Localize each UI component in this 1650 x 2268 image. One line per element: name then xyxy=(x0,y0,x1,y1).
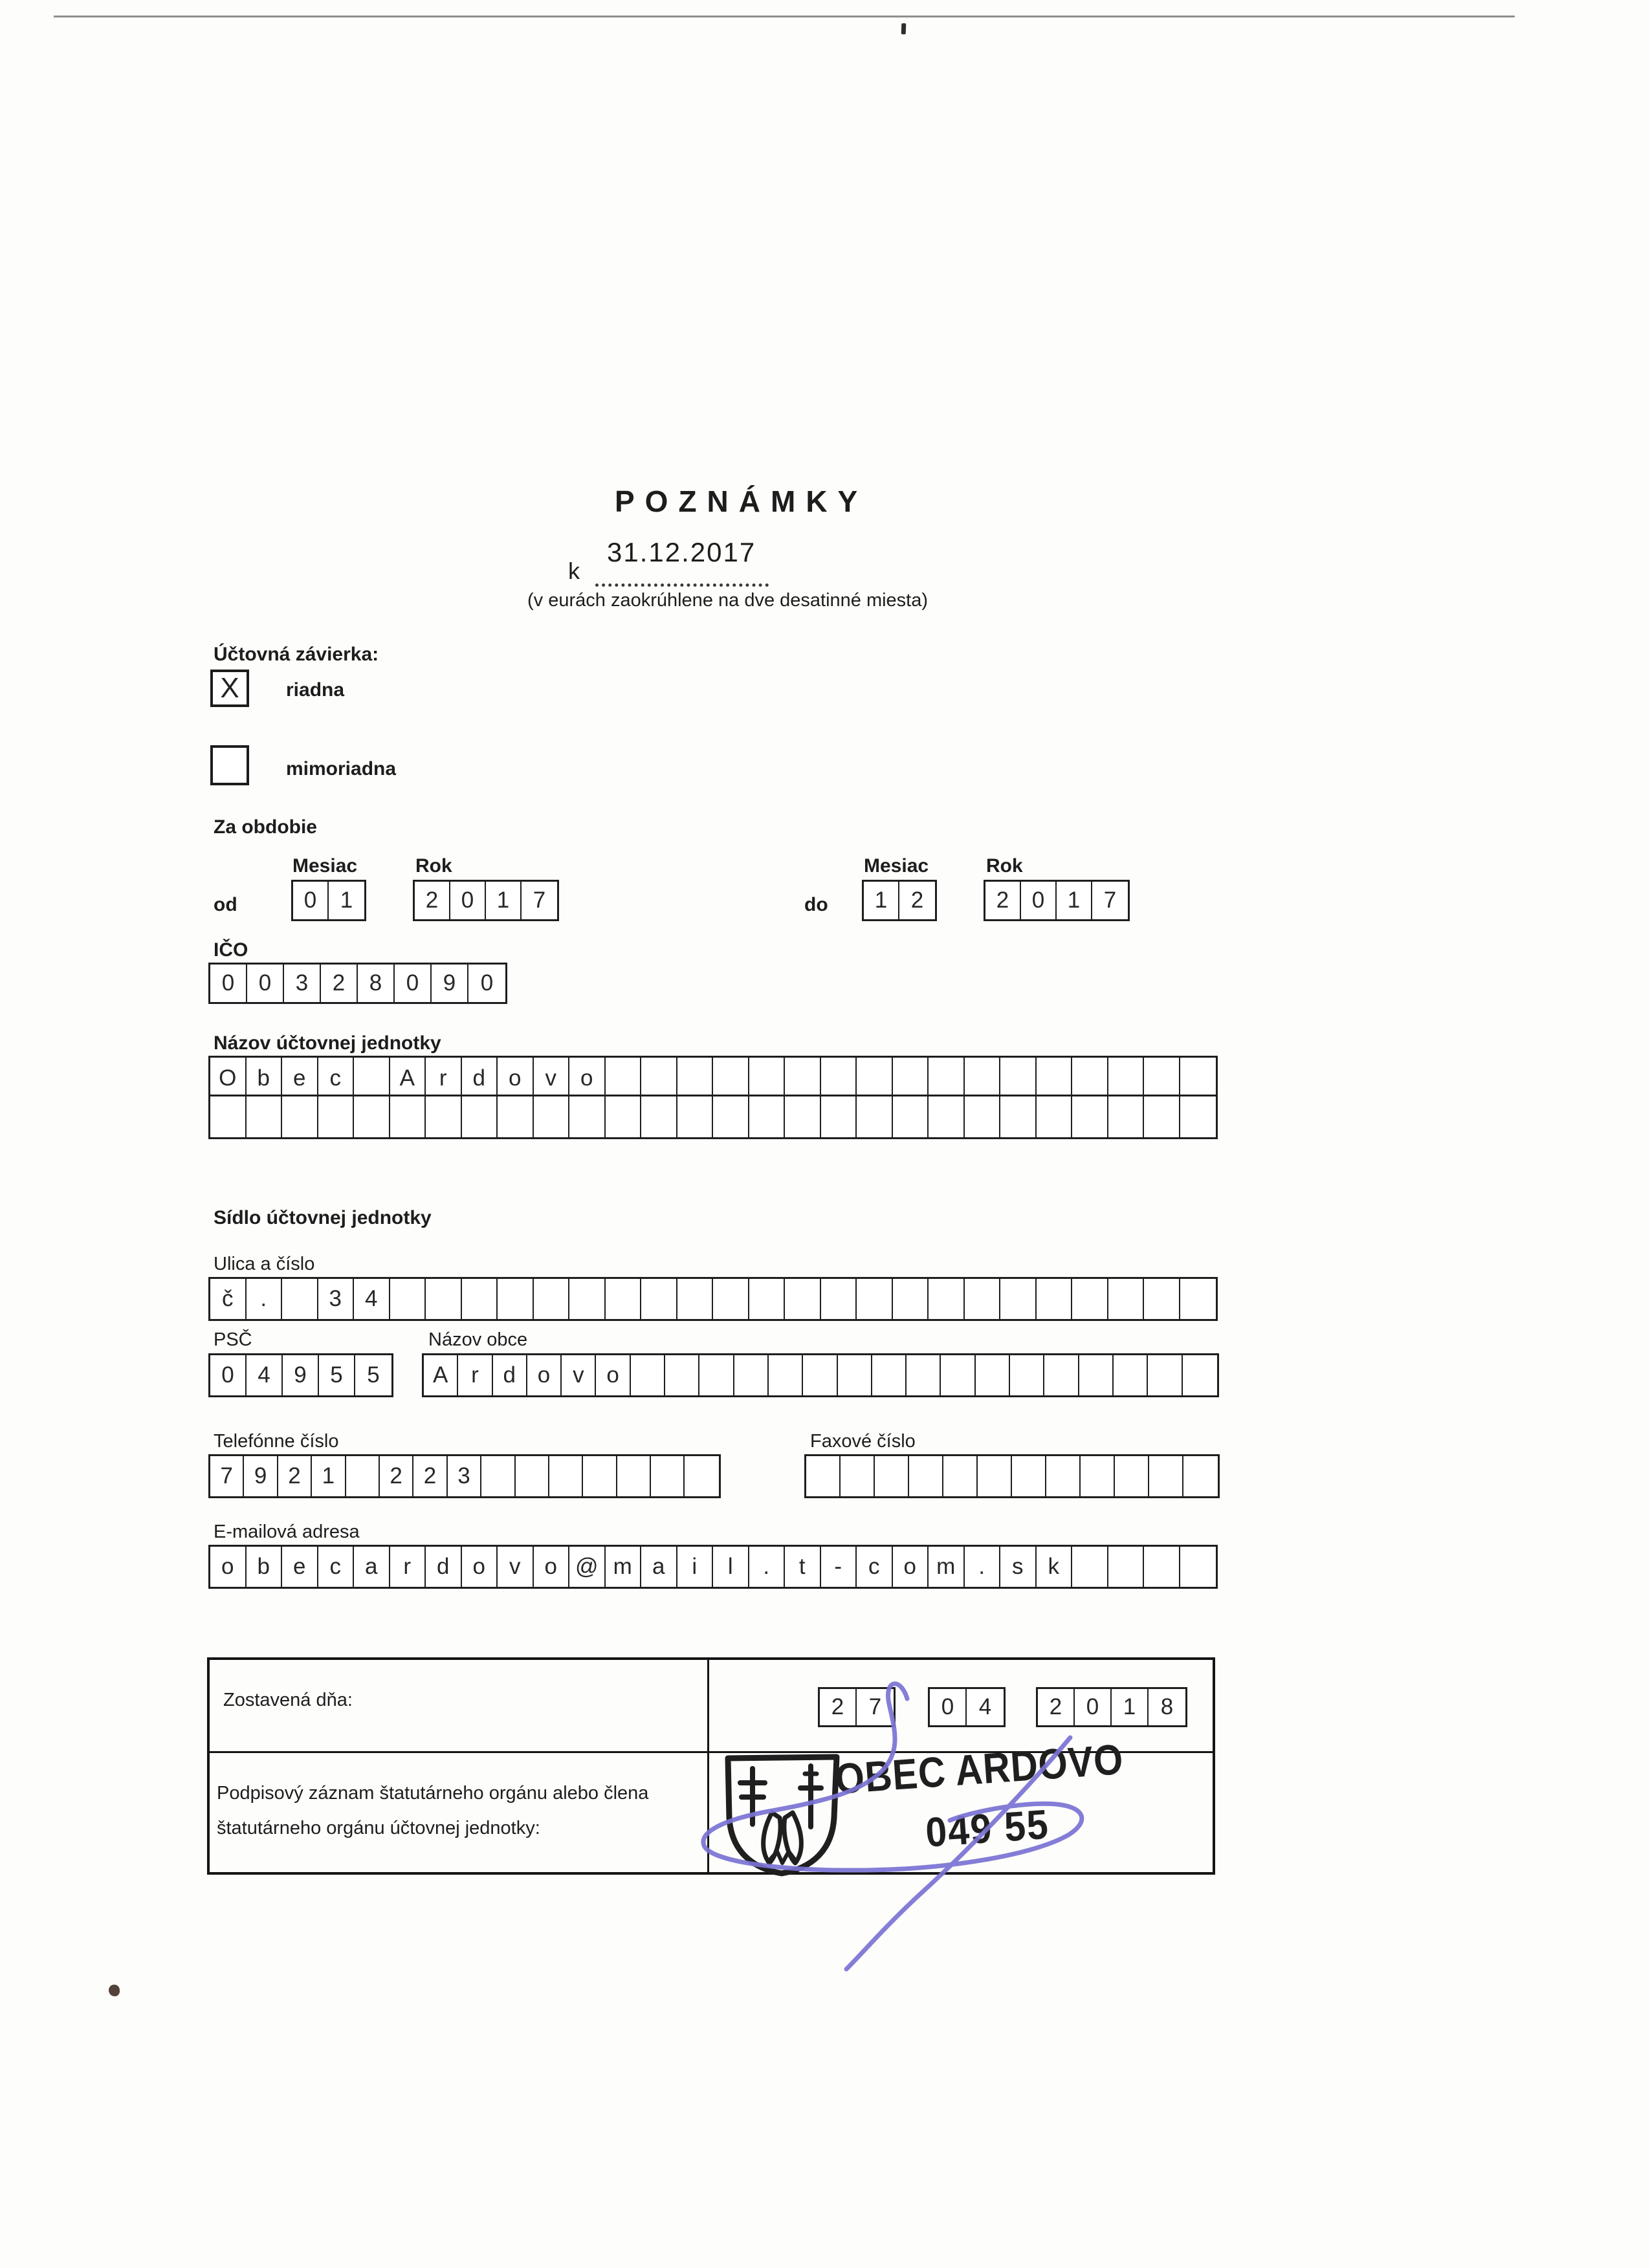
char-cell: 2 xyxy=(985,882,1021,919)
od-mesiac-grid xyxy=(291,880,366,921)
char-cell xyxy=(677,1096,714,1137)
char-cell: 0 xyxy=(395,965,432,1002)
char-cell: v xyxy=(534,1058,570,1098)
nazov-grid-row1 xyxy=(208,1056,1218,1100)
obec-label: Názov obce xyxy=(428,1329,528,1350)
char-cell xyxy=(1180,1279,1216,1319)
char-cell: b xyxy=(247,1547,283,1587)
char-cell: 0 xyxy=(247,965,284,1002)
char-cell xyxy=(606,1096,642,1137)
char-cell: r xyxy=(458,1355,492,1395)
ulica-grid xyxy=(208,1277,1218,1321)
char-cell: r xyxy=(390,1547,426,1587)
char-cell xyxy=(354,1096,390,1137)
char-cell: l xyxy=(713,1547,749,1587)
char-cell: 4 xyxy=(978,1694,992,1719)
char-cell: 0 xyxy=(450,882,486,919)
signature-ink xyxy=(673,1663,1152,1992)
sidlo-section-label: Sídlo účtovnej jednotky xyxy=(214,1207,432,1228)
char-cell xyxy=(1144,1058,1180,1098)
char-cell xyxy=(806,1456,841,1496)
char-cell: 7 xyxy=(210,1456,244,1496)
char-cell xyxy=(769,1355,803,1395)
char-cell xyxy=(749,1096,786,1137)
char-cell xyxy=(965,1058,1001,1098)
char-cell: 9 xyxy=(432,965,468,1002)
char-cell: c xyxy=(857,1547,893,1587)
char-cell: @ xyxy=(569,1547,606,1587)
char-cell xyxy=(1037,1096,1073,1137)
char-cell: c xyxy=(318,1058,355,1098)
char-cell xyxy=(1144,1096,1180,1137)
char-cell xyxy=(677,1058,714,1098)
char-cell xyxy=(1072,1058,1108,1098)
char-cell xyxy=(569,1096,606,1137)
char-cell xyxy=(734,1355,769,1395)
char-cell xyxy=(1037,1279,1073,1319)
char-cell xyxy=(1108,1547,1145,1587)
char-cell xyxy=(713,1279,749,1319)
char-cell: 1 xyxy=(1112,1689,1149,1725)
do-rok-grid xyxy=(984,880,1130,921)
char-cell xyxy=(677,1279,714,1319)
char-cell xyxy=(1012,1456,1046,1496)
char-cell: d xyxy=(493,1355,527,1395)
do-mesiac-label: Mesiac xyxy=(864,855,929,877)
checkbox-mimoriadna-label: mimoriadna xyxy=(286,758,397,780)
char-cell: a xyxy=(354,1547,390,1587)
ico-label: IČO xyxy=(214,939,248,961)
podpis-label-line2: štatutárneho orgánu účtovnej jednotky: xyxy=(217,1818,540,1838)
char-cell: o xyxy=(893,1547,929,1587)
char-cell: 9 xyxy=(283,1355,319,1395)
char-cell xyxy=(1079,1355,1114,1395)
nazov-grid-row2 xyxy=(208,1095,1218,1139)
do-mesiac-grid xyxy=(862,880,937,921)
char-cell xyxy=(1183,1456,1218,1496)
char-cell xyxy=(872,1355,907,1395)
char-cell xyxy=(346,1456,380,1496)
char-cell: 7 xyxy=(1103,888,1117,913)
char-cell xyxy=(1183,1355,1217,1395)
char-cell: . xyxy=(749,1547,786,1587)
checkbox-riadna-label: riadna xyxy=(286,679,345,701)
char-cell: m xyxy=(606,1547,642,1587)
char-cell xyxy=(941,1355,975,1395)
char-cell: d xyxy=(426,1547,462,1587)
char-cell xyxy=(857,1279,893,1319)
char-cell: 2 xyxy=(413,1456,447,1496)
char-cell xyxy=(907,1355,941,1395)
char-cell: 1 xyxy=(1057,882,1092,919)
char-cell: 1 xyxy=(312,1456,346,1496)
char-cell xyxy=(821,1279,857,1319)
char-cell xyxy=(1115,1456,1149,1496)
char-cell xyxy=(965,1279,1001,1319)
char-cell xyxy=(965,1096,1001,1137)
zostavena-label: Zostavená dňa: xyxy=(223,1690,353,1710)
char-cell xyxy=(583,1456,617,1496)
char-cell xyxy=(909,1456,943,1496)
od-mesiac-label: Mesiac xyxy=(292,855,358,877)
telefon-label: Telefónne číslo xyxy=(214,1431,339,1452)
char-cell xyxy=(785,1058,821,1098)
char-cell: r xyxy=(426,1058,462,1098)
char-cell xyxy=(641,1058,677,1098)
char-cell xyxy=(1072,1096,1108,1137)
scan-artifact-tick xyxy=(901,23,907,34)
char-cell xyxy=(699,1355,734,1395)
char-cell xyxy=(713,1096,749,1137)
char-cell xyxy=(875,1456,909,1496)
char-cell xyxy=(893,1096,929,1137)
char-cell: 1 xyxy=(864,882,899,919)
char-cell: 8 xyxy=(1160,1694,1174,1719)
char-cell xyxy=(1180,1058,1216,1098)
char-cell xyxy=(1114,1355,1148,1395)
char-cell: o xyxy=(569,1058,606,1098)
checkbox-mimoriadna xyxy=(210,745,249,785)
ulica-label: Ulica a číslo xyxy=(214,1254,315,1274)
char-cell: O xyxy=(210,1058,247,1098)
char-cell xyxy=(318,1096,355,1137)
char-cell: 9 xyxy=(244,1456,278,1496)
char-cell xyxy=(651,1456,685,1496)
char-cell: 2 xyxy=(380,1456,413,1496)
char-cell: o xyxy=(596,1355,630,1395)
ico-grid xyxy=(208,963,507,1004)
char-cell: 0 xyxy=(1021,882,1057,919)
char-cell xyxy=(426,1096,462,1137)
char-cell xyxy=(426,1279,462,1319)
char-cell xyxy=(1108,1279,1145,1319)
char-cell: d xyxy=(462,1058,498,1098)
char-cell xyxy=(390,1096,426,1137)
email-grid xyxy=(208,1545,1218,1589)
obdobie-section-label: Za obdobie xyxy=(214,816,317,838)
char-cell: e xyxy=(282,1547,318,1587)
char-cell: e xyxy=(282,1058,318,1098)
char-cell xyxy=(929,1096,965,1137)
char-cell xyxy=(1037,1058,1073,1098)
char-cell: a xyxy=(641,1547,677,1587)
char-cell xyxy=(1046,1456,1081,1496)
char-cell: 3 xyxy=(284,965,321,1002)
char-cell xyxy=(857,1096,893,1137)
char-cell: o xyxy=(210,1547,247,1587)
char-cell xyxy=(606,1058,642,1098)
char-cell: 2 xyxy=(415,882,450,919)
char-cell xyxy=(1000,1058,1037,1098)
char-cell: A xyxy=(424,1355,458,1395)
char-cell: 8 xyxy=(358,965,395,1002)
char-cell xyxy=(893,1058,929,1098)
char-cell: o xyxy=(498,1058,534,1098)
char-cell xyxy=(803,1355,837,1395)
char-cell xyxy=(569,1279,606,1319)
char-cell xyxy=(462,1096,498,1137)
char-cell xyxy=(1144,1279,1180,1319)
fax-grid xyxy=(804,1454,1220,1498)
char-cell: 2 xyxy=(321,965,358,1002)
char-cell xyxy=(857,1058,893,1098)
do-label: do xyxy=(804,894,828,915)
obec-grid xyxy=(422,1353,1219,1397)
char-cell: b xyxy=(247,1058,283,1098)
od-label: od xyxy=(214,894,237,915)
fax-label: Faxové číslo xyxy=(810,1431,916,1452)
char-cell xyxy=(713,1058,749,1098)
char-cell xyxy=(631,1355,665,1395)
char-cell xyxy=(1180,1547,1216,1587)
char-cell xyxy=(1108,1096,1145,1137)
char-cell: č xyxy=(210,1279,247,1319)
char-cell: 2 xyxy=(1038,1689,1075,1725)
char-cell xyxy=(1000,1096,1037,1137)
char-cell xyxy=(976,1355,1010,1395)
char-cell xyxy=(929,1279,965,1319)
char-cell: s xyxy=(1000,1547,1037,1587)
char-cell xyxy=(1148,1355,1182,1395)
char-cell xyxy=(390,1279,426,1319)
char-cell: m xyxy=(929,1547,965,1587)
char-cell xyxy=(749,1279,786,1319)
nazov-label: Názov účtovnej jednotky xyxy=(214,1032,441,1054)
report-date: 31.12.2017 xyxy=(607,537,756,567)
od-rok-grid xyxy=(413,880,559,921)
char-cell xyxy=(1081,1456,1115,1496)
char-cell: 3 xyxy=(448,1456,481,1496)
stamp-text-psc: 049 55 xyxy=(924,1800,1051,1856)
char-cell xyxy=(1044,1355,1079,1395)
char-cell: v xyxy=(562,1355,596,1395)
char-cell xyxy=(841,1456,875,1496)
char-cell xyxy=(1149,1456,1183,1496)
psc-label: PSČ xyxy=(214,1329,252,1350)
char-cell xyxy=(1180,1096,1216,1137)
char-cell xyxy=(481,1456,515,1496)
do-rok-label: Rok xyxy=(986,855,1023,877)
date-dotted-line xyxy=(595,562,769,587)
char-cell xyxy=(1108,1058,1145,1098)
telefon-grid xyxy=(208,1454,721,1498)
char-cell xyxy=(665,1355,699,1395)
char-cell: 0 xyxy=(210,1355,247,1395)
char-cell xyxy=(1000,1279,1037,1319)
char-cell: - xyxy=(821,1547,857,1587)
char-cell xyxy=(641,1096,677,1137)
char-cell xyxy=(978,1456,1012,1496)
char-cell: 0 xyxy=(210,965,247,1002)
char-cell xyxy=(498,1279,534,1319)
char-cell: c xyxy=(318,1547,355,1587)
char-cell: v xyxy=(498,1547,534,1587)
char-cell xyxy=(617,1456,651,1496)
scan-artifact-ink-dot xyxy=(109,1985,120,1996)
char-cell xyxy=(498,1096,534,1137)
char-cell: 2 xyxy=(278,1456,312,1496)
char-cell xyxy=(785,1096,821,1137)
char-cell xyxy=(1072,1547,1108,1587)
char-cell: . xyxy=(247,1279,283,1319)
char-cell: o xyxy=(534,1547,570,1587)
char-cell xyxy=(354,1058,390,1098)
char-cell: 7 xyxy=(868,1694,882,1719)
char-cell: 5 xyxy=(319,1355,355,1395)
char-cell: o xyxy=(462,1547,498,1587)
char-cell: . xyxy=(965,1547,1001,1587)
zavierka-section-label: Účtovná závierka: xyxy=(214,644,379,665)
char-cell xyxy=(1072,1279,1108,1319)
checkbox-riadna-mark: X xyxy=(220,672,239,704)
podpis-label-line1: Podpisový záznam štatutárneho orgánu alebo člena xyxy=(217,1783,649,1804)
char-cell xyxy=(821,1096,857,1137)
char-cell xyxy=(462,1279,498,1319)
char-cell: 0 xyxy=(1075,1689,1112,1725)
char-cell: 2 xyxy=(910,888,924,913)
char-cell xyxy=(282,1096,318,1137)
char-cell xyxy=(641,1279,677,1319)
char-cell: A xyxy=(390,1058,426,1098)
email-label: E-mailová adresa xyxy=(214,1521,360,1542)
char-cell: 4 xyxy=(354,1279,390,1319)
char-cell xyxy=(549,1456,583,1496)
char-cell xyxy=(785,1279,821,1319)
char-cell: 3 xyxy=(318,1279,355,1319)
subtitle: (v eurách zaokrúhlene na dve desatinné miesta) xyxy=(527,590,929,611)
char-cell xyxy=(1144,1547,1180,1587)
char-cell: 0 xyxy=(480,970,494,996)
char-cell: 0 xyxy=(293,882,329,919)
checkbox-riadna xyxy=(210,670,249,707)
char-cell xyxy=(943,1456,978,1496)
scan-artifact-top-line xyxy=(54,16,1515,17)
char-cell: 1 xyxy=(486,882,522,919)
char-cell: t xyxy=(785,1547,821,1587)
char-cell xyxy=(749,1058,786,1098)
char-cell xyxy=(685,1456,718,1496)
char-cell: 2 xyxy=(820,1689,857,1725)
char-cell: k xyxy=(1037,1547,1073,1587)
char-cell xyxy=(210,1096,247,1137)
char-cell: 5 xyxy=(367,1362,380,1388)
char-cell xyxy=(534,1096,570,1137)
char-cell xyxy=(893,1279,929,1319)
od-rok-label: Rok xyxy=(415,855,452,877)
char-cell xyxy=(821,1058,857,1098)
char-cell: 1 xyxy=(340,888,353,913)
psc-grid xyxy=(208,1353,393,1397)
page-title: POZNÁMKY xyxy=(615,485,868,518)
char-cell xyxy=(516,1456,549,1496)
date-prefix: k xyxy=(568,558,580,584)
char-cell xyxy=(1010,1355,1044,1395)
char-cell xyxy=(606,1279,642,1319)
char-cell: 4 xyxy=(247,1355,283,1395)
char-cell: 7 xyxy=(533,888,546,913)
stamp-text-obec-ardovo: OBEC ARDOVO xyxy=(833,1734,1125,1803)
char-cell: 0 xyxy=(930,1689,967,1725)
char-cell xyxy=(534,1279,570,1319)
char-cell: i xyxy=(677,1547,714,1587)
char-cell xyxy=(929,1058,965,1098)
char-cell xyxy=(282,1279,318,1319)
char-cell: o xyxy=(527,1355,562,1395)
char-cell xyxy=(247,1096,283,1137)
char-cell xyxy=(838,1355,872,1395)
